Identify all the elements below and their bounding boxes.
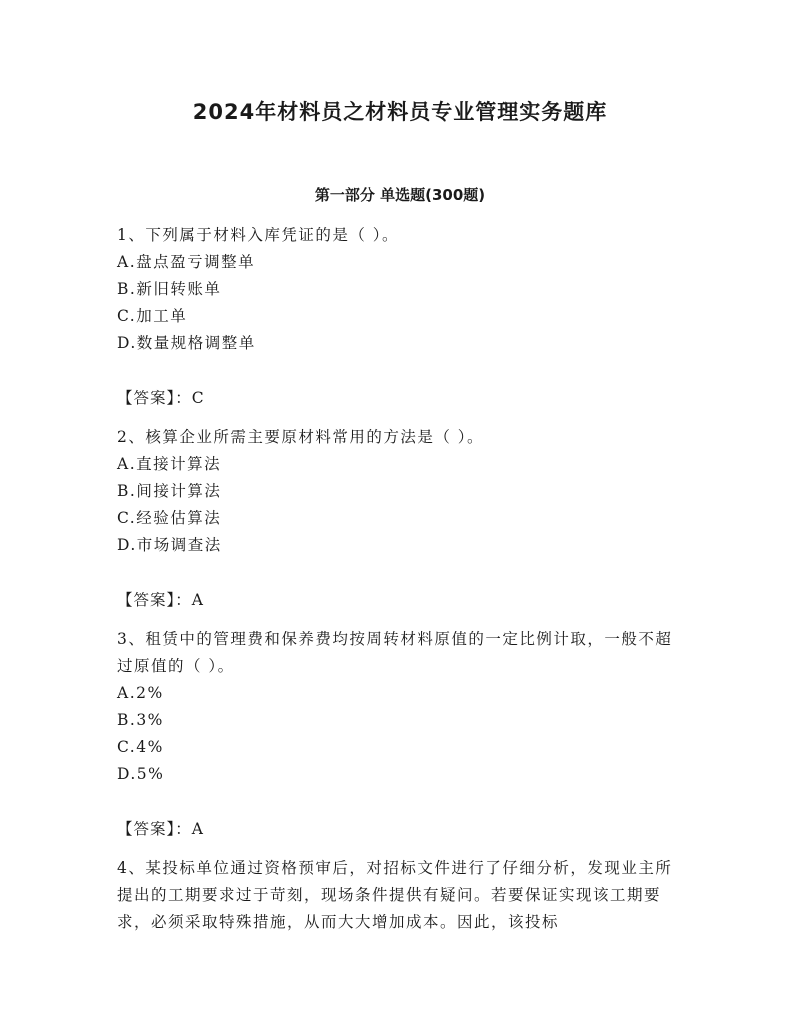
question-stem: 1、下列属于材料入库凭证的是（ ）。: [117, 226, 400, 244]
option-b: B.间接计算法: [117, 482, 222, 500]
document-title: 2024年材料员之材料员专业管理实务题库: [192, 100, 608, 124]
question-list: [117, 222, 687, 936]
option-b: B.新旧转账单: [117, 280, 222, 298]
answer: 【答案】：A: [117, 591, 204, 609]
option-b: B.3%: [117, 711, 164, 729]
question-stem: 2、核算企业所需主要原材料常用的方法是（ ）。: [117, 428, 485, 446]
option-d: D.数量规格调整单: [117, 334, 256, 352]
section-heading: 第一部分 单选题(300题): [314, 186, 486, 204]
option-c: C.加工单: [117, 307, 188, 325]
question-stem: 4、某投标单位通过资格预审后，对招标文件进行了仔细分析，发现业主所提出的工期要求过于苛刻，现场条件提供有疑问。若要保证实现该工期要求，必须采取特殊措施，从而大大增加成本。因此，该投标: [117, 859, 673, 931]
question-2: [117, 424, 687, 614]
option-c: C.4%: [117, 738, 164, 756]
option-d: D.5%: [117, 765, 165, 783]
answer: 【答案】：C: [117, 389, 205, 407]
option-c: C.经验估算法: [117, 509, 222, 527]
question-4: [117, 855, 687, 936]
option-d: D.市场调查法: [117, 536, 222, 554]
option-a: A.直接计算法: [117, 455, 222, 473]
question-stem: 3、租赁中的管理费和保养费均按周转材料原值的一定比例计取，一般不超过原值的（ ）。: [117, 630, 673, 675]
option-a: A.盘点盈亏调整单: [117, 253, 256, 271]
option-a: A.2%: [117, 684, 164, 702]
answer: 【答案】：A: [117, 820, 204, 838]
question-3: [117, 626, 687, 843]
question-1: [117, 222, 687, 412]
